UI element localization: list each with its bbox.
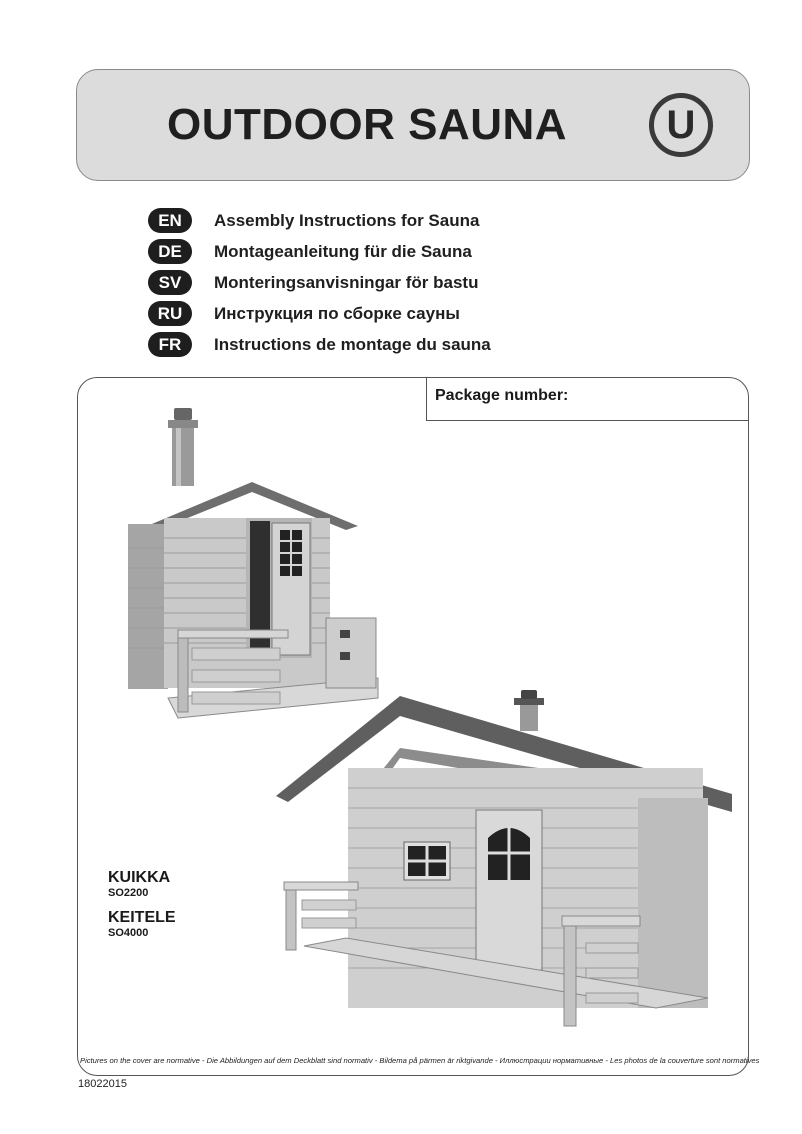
document-number: 18022015: [78, 1078, 127, 1090]
language-code-badge: EN: [148, 208, 192, 233]
language-title: Инструкция по сборке сауны: [214, 303, 460, 323]
model-code: SO4000: [108, 927, 149, 939]
language-list: [148, 205, 491, 360]
language-title: Monteringsanvisningar för bastu: [214, 272, 479, 292]
language-row-de: [148, 236, 491, 267]
title-banner: [76, 69, 750, 181]
package-number-label: Package number:: [435, 387, 569, 404]
language-title: Assembly Instructions for Sauna: [214, 210, 480, 230]
language-code-badge: SV: [148, 270, 192, 295]
language-title: Instructions de montage du sauna: [214, 334, 491, 354]
language-row-en: [148, 205, 491, 236]
large-sauna-illustration: [276, 690, 732, 1026]
language-code-badge: FR: [148, 332, 192, 357]
u-badge-logo: U: [649, 93, 713, 157]
language-title: Montageanleitung für die Sauna: [214, 241, 472, 261]
sauna-photos: [108, 398, 748, 1038]
language-row-sv: [148, 267, 491, 298]
small-sauna-illustration: [128, 408, 378, 718]
cover-panel: [77, 377, 760, 1076]
cover-disclaimer: Pictures on the cover are normative - Die Abbildungen auf dem Deckblatt sind normativ - Bildema på pärmen är riktgivande - Иллюстрации нормативные - Les photos de la couverture sont normatives: [80, 1056, 760, 1065]
language-row-fr: [148, 329, 491, 360]
model-keitele: [108, 909, 176, 939]
language-row-ru: [148, 298, 491, 329]
document-title: OUTDOOR SAUNA: [167, 100, 568, 149]
model-name: KEITELE: [108, 909, 176, 926]
model-code: SO2200: [108, 887, 149, 899]
model-name: KUIKKA: [108, 869, 171, 886]
language-code-badge: RU: [148, 301, 192, 326]
language-code-badge: DE: [148, 239, 192, 264]
model-kuikka: [108, 869, 170, 899]
